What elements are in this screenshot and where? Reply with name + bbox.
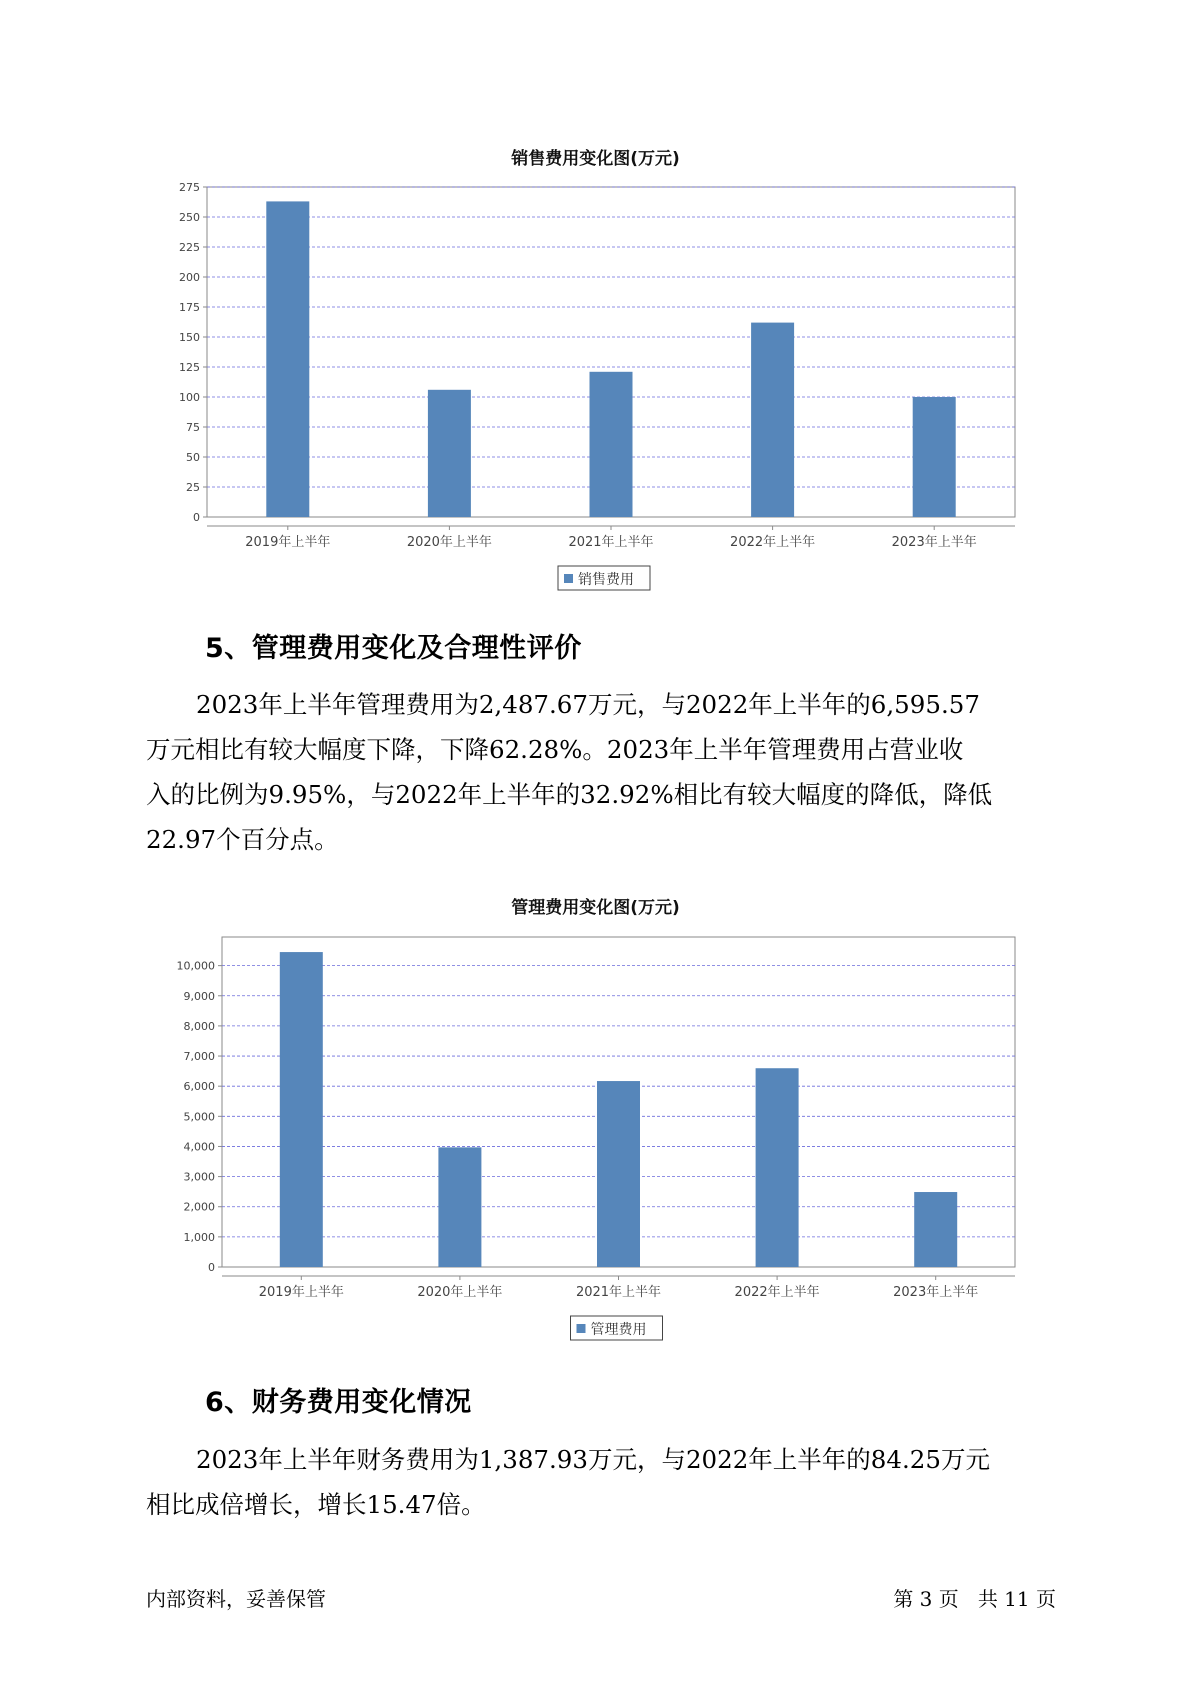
legend-swatch [577, 1324, 586, 1333]
sales-expense-chart [0, 180, 1191, 600]
footer-confidential-note: 内部资料，妥善保管 [146, 1587, 326, 1611]
y-tick-label: 8,000 [183, 1019, 215, 1033]
y-tick-label: 125 [179, 361, 200, 374]
y-tick-label: 9,000 [183, 989, 215, 1003]
admin-expense-chart [0, 930, 1191, 1350]
y-tick-label: 225 [179, 241, 200, 254]
y-tick-label: 0 [208, 1261, 215, 1274]
bar [914, 1192, 957, 1267]
x-tick-label: 2022年上半年 [730, 535, 816, 550]
y-tick-label: 175 [179, 301, 200, 314]
y-tick-label: 0 [193, 511, 200, 524]
y-tick-label: 100 [179, 391, 200, 404]
y-tick-label: 1,000 [183, 1230, 215, 1244]
x-tick-label: 2021年上半年 [575, 1285, 662, 1300]
y-tick-label: 3,000 [183, 1170, 215, 1184]
x-tick-label: 2021年上半年 [568, 535, 654, 550]
y-tick-label: 75 [186, 421, 200, 434]
section-5-heading: 5、管理费用变化及合理性评价 [205, 633, 582, 664]
bar [913, 397, 956, 517]
y-tick-label: 275 [179, 181, 200, 194]
x-tick-label: 2023年上半年 [891, 535, 977, 550]
bar [438, 1147, 481, 1267]
bar [751, 323, 794, 517]
y-tick-label: 7,000 [183, 1050, 215, 1064]
legend-label: 销售费用 [578, 572, 634, 588]
x-tick-label: 2019年上半年 [245, 535, 331, 550]
section-6-heading: 6、财务费用变化情况 [205, 1387, 472, 1418]
legend-swatch [564, 574, 573, 583]
y-tick-label: 250 [179, 211, 200, 224]
y-tick-label: 10,000 [176, 959, 215, 973]
paragraph-line: 万元相比有较大幅度下降，下降62.28%。2023年上半年管理费用占营业收 [146, 735, 964, 764]
bar [756, 1068, 799, 1267]
paragraph-line: 2023年上半年管理费用为2,487.67万元，与2022年上半年的6,595.57 [196, 690, 980, 719]
sales-expense-chart-title: 销售费用变化图(万元) [511, 149, 680, 169]
x-tick-label: 2019年上半年 [258, 1285, 344, 1300]
paragraph-line: 2023年上半年财务费用为1,387.93万元，与2022年上半年的84.25万元 [196, 1445, 990, 1474]
bar [590, 372, 633, 517]
footer-page-number: 第 3 页 共 11 页 [893, 1587, 1056, 1611]
legend-label: 管理费用 [590, 1322, 647, 1338]
admin-expense-chart-title: 管理费用变化图(万元) [511, 898, 680, 918]
bar [428, 390, 471, 517]
x-tick-label: 2022年上半年 [734, 1285, 820, 1300]
x-tick-label: 2020年上半年 [417, 1285, 503, 1300]
bar [597, 1081, 640, 1267]
y-tick-label: 2,000 [183, 1200, 215, 1214]
paragraph-line: 入的比例为9.95%，与2022年上半年的32.92%相比有较大幅度的降低，降低 [146, 780, 993, 809]
y-tick-label: 4,000 [183, 1140, 215, 1154]
y-tick-label: 6,000 [183, 1080, 215, 1094]
y-tick-label: 5,000 [183, 1110, 215, 1124]
x-tick-label: 2023年上半年 [893, 1285, 979, 1300]
section-6-paragraph [146, 1437, 1056, 1527]
y-tick-label: 150 [179, 331, 200, 344]
section-5-paragraph [146, 682, 1056, 862]
paragraph-line: 22.97个百分点。 [146, 825, 339, 854]
bar [280, 952, 323, 1267]
bar [266, 201, 309, 517]
y-tick-label: 50 [186, 451, 200, 464]
paragraph-line: 相比成倍增长，增长15.47倍。 [146, 1490, 486, 1519]
x-tick-label: 2020年上半年 [406, 535, 492, 550]
y-tick-label: 25 [186, 481, 200, 494]
y-tick-label: 200 [179, 271, 200, 284]
